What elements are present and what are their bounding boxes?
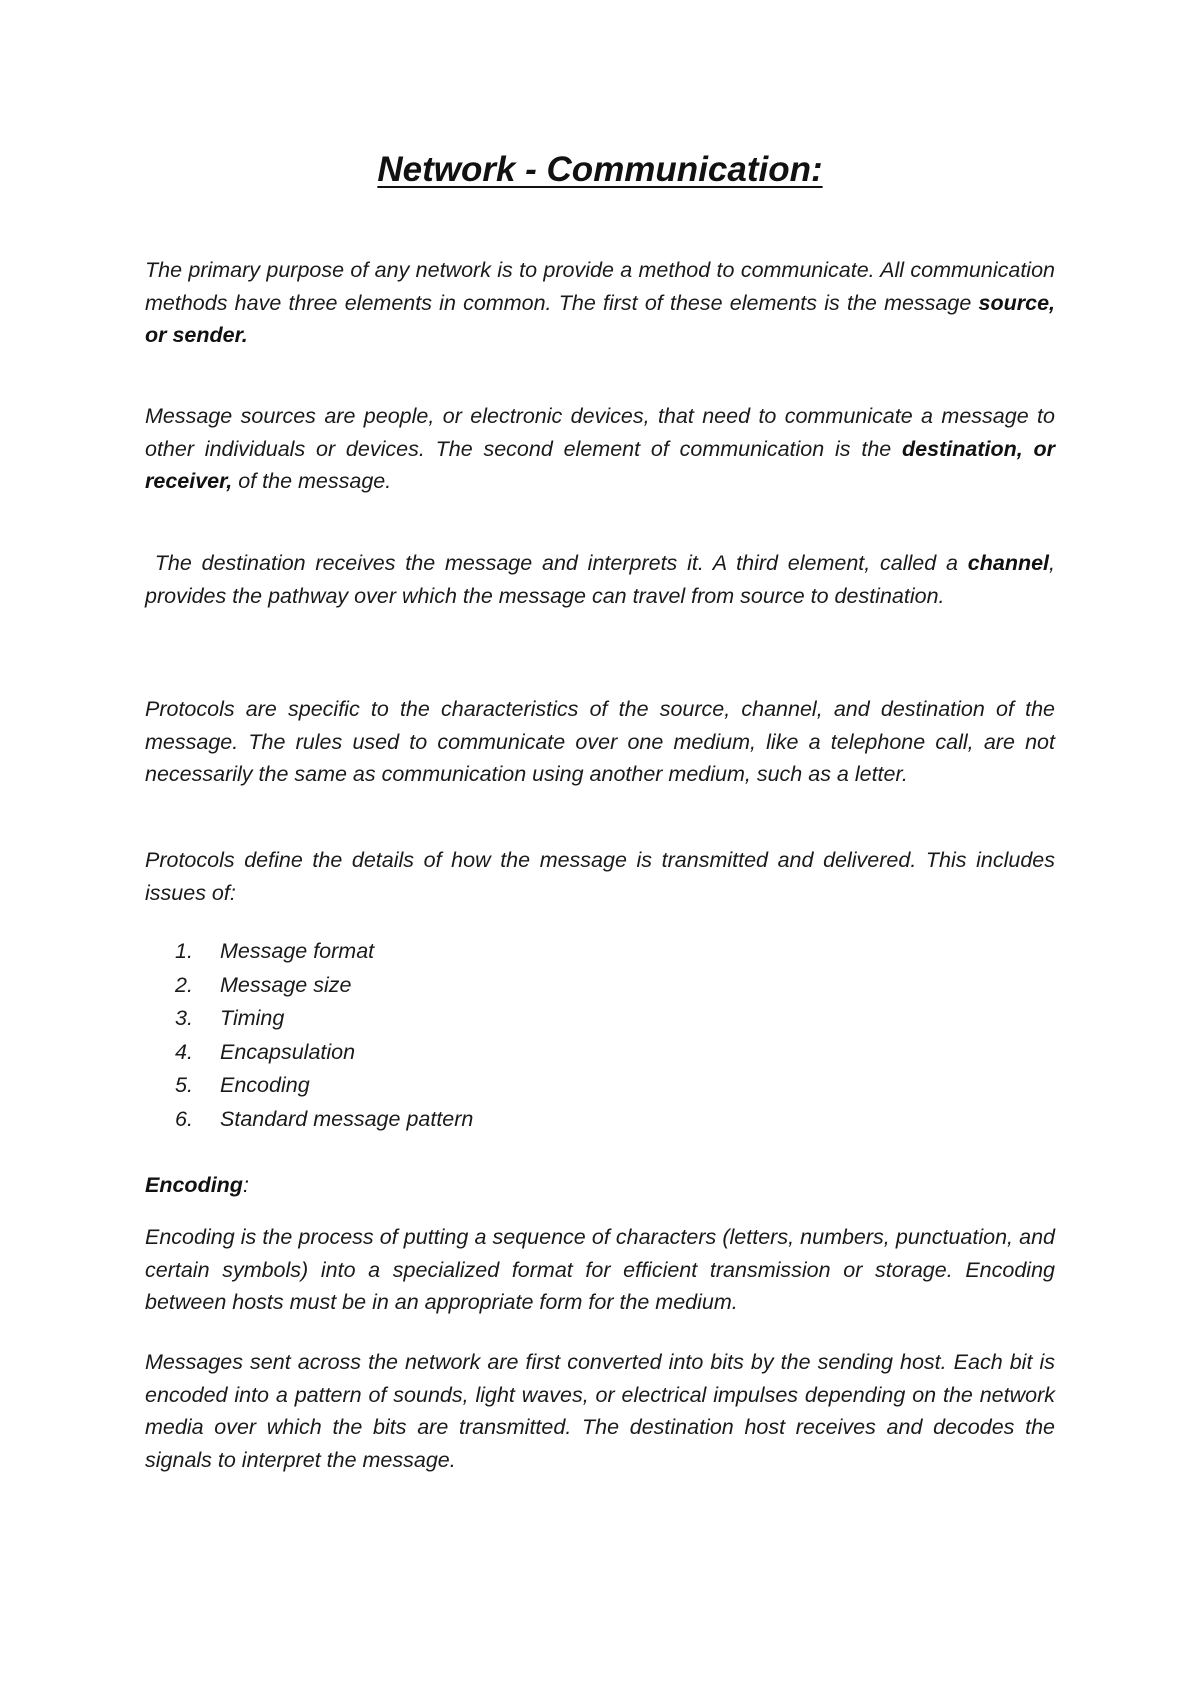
list-item-text: Message size (220, 972, 352, 997)
paragraph-protocols: Protocols are specific to the characteristics of the source, channel, and destination of the message. The rules used to communicate over one medium, like a telephone call, are not necessarily the same as communication using another medium, such as a letter. (145, 697, 1055, 786)
paragraph-encoding-process: Messages sent across the network are first converted into bits by the sending host. Each bit is encoded into a pattern of sounds, light waves, or electrical impulses depending on the network media over which the bits are transmitted. The destination host receives and decodes the signals to interpret the message. (145, 1350, 1055, 1472)
list-item (175, 1002, 875, 1036)
list-item-text: Encapsulation (220, 1039, 356, 1064)
list-item-text: Message format (220, 939, 375, 963)
paragraph-encoding-definition: Encoding is the process of putting a sequence of characters (letters, numbers, punctuation, and certain symbols) into a specialized format for efficient transmission or storage. Encoding between hosts must be in an appropriate form for the medium. (145, 1225, 1055, 1314)
list-item (175, 1036, 875, 1070)
list-item (175, 1069, 875, 1103)
protocol-issues-list (175, 935, 875, 1136)
list-item (175, 1103, 875, 1137)
paragraph-text: The destination receives the message and interprets it. A third element, called a (145, 551, 968, 575)
bold-term: source, or sender. (145, 290, 1055, 347)
paragraph-text: The primary purpose of any network is to provide a method to communicate. All communication methods have three elements in common. The first of these elements is the message (145, 258, 1055, 315)
list-item-text: Encoding (220, 1073, 310, 1097)
list-number: 2. (175, 972, 193, 997)
paragraph-text: , provides the pathway over which the message can travel from source to destination. (145, 551, 1055, 608)
list-number: 4. (175, 1039, 193, 1064)
paragraph-text: Message sources are people, or electronic devices, that need to communicate a message to other individuals or devices. The second element of communication is the (145, 404, 1055, 461)
bold-term: channel (967, 551, 1050, 575)
page-title: Network - Communication: (377, 150, 823, 189)
list-item-text: Timing (220, 1006, 285, 1030)
list-number: 3. (175, 1006, 193, 1030)
list-number: 6. (175, 1106, 193, 1131)
paragraph-sender (145, 254, 1055, 352)
list-item (175, 935, 875, 969)
paragraph-protocol-details: Protocols define the details of how the message is transmitted and delivered. This includes issues of: (145, 848, 1055, 905)
paragraph-channel (145, 547, 1055, 612)
list-number: 5. (175, 1073, 193, 1097)
list-item (175, 969, 875, 1003)
list-number: 1. (175, 939, 193, 963)
encoding-heading-text: Encoding (145, 1173, 243, 1197)
list-item-text: Standard message pattern (220, 1106, 474, 1131)
encoding-heading-colon: : (242, 1173, 249, 1197)
paragraph-text: of the message. (232, 469, 392, 493)
bold-term: destination, or receiver, (145, 436, 1055, 493)
encoding-heading (145, 1173, 249, 1198)
paragraph-receiver (145, 400, 1055, 498)
